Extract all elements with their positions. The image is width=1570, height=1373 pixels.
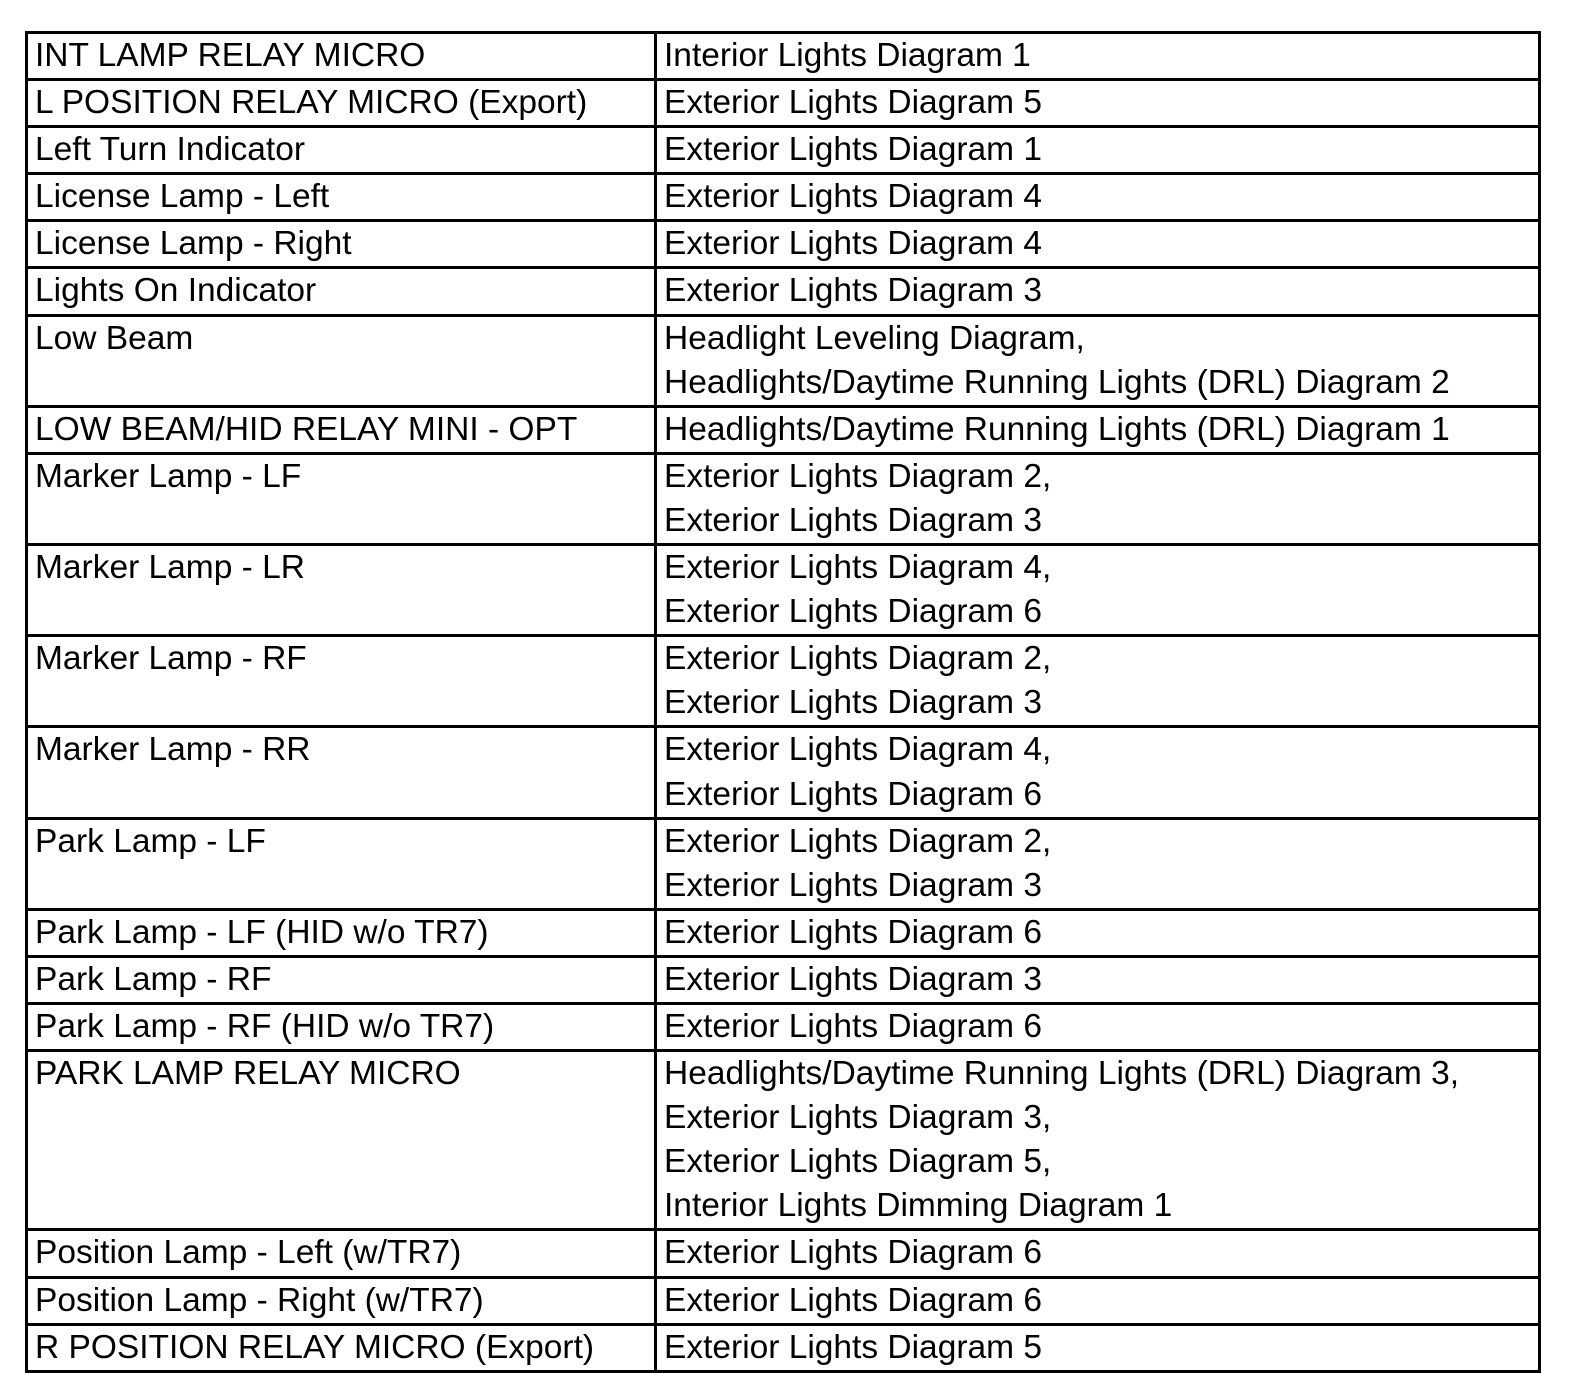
component-name: Marker Lamp - LR bbox=[35, 549, 305, 587]
diagram-reference: Exterior Lights Diagram 4, bbox=[664, 549, 1052, 587]
diagram-reference: Exterior Lights Diagram 4, bbox=[664, 731, 1052, 769]
table-row bbox=[27, 956, 1540, 1003]
table-row bbox=[27, 33, 1540, 80]
component-cell bbox=[27, 221, 656, 268]
diagram-reference: Exterior Lights Diagram 2, bbox=[664, 640, 1052, 678]
component-name: Position Lamp - Left (w/TR7) bbox=[35, 1234, 462, 1272]
diagram-cell bbox=[656, 727, 1540, 818]
document-page bbox=[25, 31, 1541, 1373]
diagram-reference: Headlights/Daytime Running Lights (DRL) Diagram 3, bbox=[664, 1055, 1460, 1093]
diagram-reference: Exterior Lights Diagram 6 bbox=[664, 1281, 1042, 1319]
table-row bbox=[27, 315, 1540, 406]
table-row bbox=[27, 453, 1540, 544]
diagram-cell bbox=[656, 956, 1540, 1003]
component-cell bbox=[27, 727, 656, 818]
diagram-cell bbox=[656, 453, 1540, 544]
component-name: LOW BEAM/HID RELAY MINI - OPT bbox=[35, 410, 578, 448]
table-row bbox=[27, 406, 1540, 453]
component-cell bbox=[27, 174, 656, 221]
component-name: Park Lamp - RF (HID w/o TR7) bbox=[35, 1007, 495, 1045]
diagram-reference: Exterior Lights Diagram 5, bbox=[664, 1143, 1052, 1181]
diagram-cell bbox=[656, 127, 1540, 174]
component-cell bbox=[27, 636, 656, 727]
diagram-cell bbox=[656, 80, 1540, 127]
table-row bbox=[27, 268, 1540, 315]
table-row bbox=[27, 1003, 1540, 1050]
component-name: L POSITION RELAY MICRO (Export) bbox=[35, 84, 588, 122]
diagram-reference: Exterior Lights Diagram 2, bbox=[664, 822, 1052, 860]
component-name: R POSITION RELAY MICRO (Export) bbox=[35, 1328, 595, 1366]
diagram-reference: Exterior Lights Diagram 6 bbox=[664, 775, 1042, 813]
component-cell bbox=[27, 315, 656, 406]
diagram-reference: Interior Lights Diagram 1 bbox=[664, 37, 1031, 74]
diagram-cell bbox=[656, 636, 1540, 727]
diagram-reference: Exterior Lights Diagram 4 bbox=[664, 178, 1042, 216]
component-cell bbox=[27, 545, 656, 636]
component-name: Marker Lamp - RR bbox=[35, 731, 311, 769]
diagram-cell bbox=[656, 909, 1540, 956]
diagram-reference: Exterior Lights Diagram 3 bbox=[664, 501, 1042, 539]
component-name: License Lamp - Left bbox=[35, 178, 330, 216]
table-row bbox=[27, 1277, 1540, 1324]
table-row bbox=[27, 127, 1540, 174]
component-cell bbox=[27, 406, 656, 453]
diagram-reference: Exterior Lights Diagram 6 bbox=[664, 593, 1042, 631]
diagram-cell bbox=[656, 315, 1540, 406]
diagram-reference: Exterior Lights Diagram 3 bbox=[664, 272, 1042, 310]
diagram-reference: Exterior Lights Diagram 6 bbox=[664, 913, 1042, 951]
diagram-cell bbox=[656, 33, 1540, 80]
table-row bbox=[27, 636, 1540, 727]
diagram-cell bbox=[656, 1230, 1540, 1277]
component-name: Marker Lamp - RF bbox=[35, 640, 307, 678]
table-row bbox=[27, 1230, 1540, 1277]
diagram-reference: Headlights/Daytime Running Lights (DRL) Diagram 2 bbox=[664, 363, 1450, 401]
component-name: Park Lamp - RF bbox=[35, 960, 272, 998]
component-cell bbox=[27, 956, 656, 1003]
diagram-reference: Headlights/Daytime Running Lights (DRL) Diagram 1 bbox=[664, 410, 1450, 448]
diagram-reference: Exterior Lights Diagram 6 bbox=[664, 1234, 1042, 1272]
table-row bbox=[27, 545, 1540, 636]
component-name: PARK LAMP RELAY MICRO bbox=[35, 1055, 461, 1093]
diagram-reference: Exterior Lights Diagram 4 bbox=[664, 225, 1042, 263]
component-name: Left Turn Indicator bbox=[35, 131, 306, 169]
component-cell bbox=[27, 33, 656, 80]
diagram-reference: Interior Lights Dimming Diagram 1 bbox=[664, 1187, 1173, 1225]
component-cell bbox=[27, 909, 656, 956]
diagram-cell bbox=[656, 1324, 1540, 1371]
component-cell bbox=[27, 1003, 656, 1050]
diagram-cell bbox=[656, 221, 1540, 268]
table-row bbox=[27, 1051, 1540, 1230]
component-name: INT LAMP RELAY MICRO bbox=[35, 37, 426, 74]
component-name: Lights On Indicator bbox=[35, 272, 317, 310]
diagram-reference: Exterior Lights Diagram 3 bbox=[664, 684, 1042, 722]
component-name: Marker Lamp - LF bbox=[35, 457, 302, 495]
table-row bbox=[27, 174, 1540, 221]
diagram-reference: Headlight Leveling Diagram, bbox=[664, 319, 1085, 357]
component-name: License Lamp - Right bbox=[35, 225, 352, 263]
diagram-reference: Exterior Lights Diagram 5 bbox=[664, 84, 1042, 122]
table-row bbox=[27, 221, 1540, 268]
table-body bbox=[27, 33, 1540, 1372]
component-name: Position Lamp - Right (w/TR7) bbox=[35, 1281, 484, 1319]
table-row bbox=[27, 909, 1540, 956]
component-name: Low Beam bbox=[35, 319, 194, 357]
diagram-cell bbox=[656, 1051, 1540, 1230]
component-cell bbox=[27, 1324, 656, 1371]
component-cell bbox=[27, 818, 656, 909]
diagram-cell bbox=[656, 545, 1540, 636]
component-name: Park Lamp - LF bbox=[35, 822, 266, 860]
component-name: Park Lamp - LF (HID w/o TR7) bbox=[35, 913, 489, 951]
diagram-cell bbox=[656, 406, 1540, 453]
diagram-reference: Exterior Lights Diagram 6 bbox=[664, 1007, 1042, 1045]
table-row bbox=[27, 818, 1540, 909]
component-cell bbox=[27, 453, 656, 544]
component-cell bbox=[27, 268, 656, 315]
diagram-cell bbox=[656, 818, 1540, 909]
component-cell bbox=[27, 1230, 656, 1277]
diagram-reference: Exterior Lights Diagram 5 bbox=[664, 1328, 1042, 1366]
diagram-cell bbox=[656, 268, 1540, 315]
diagram-cell bbox=[656, 1003, 1540, 1050]
diagram-cell bbox=[656, 1277, 1540, 1324]
table-row bbox=[27, 727, 1540, 818]
component-diagram-table bbox=[25, 31, 1541, 1373]
diagram-reference: Exterior Lights Diagram 3 bbox=[664, 866, 1042, 904]
diagram-cell bbox=[656, 174, 1540, 221]
diagram-reference: Exterior Lights Diagram 1 bbox=[664, 131, 1042, 169]
component-cell bbox=[27, 80, 656, 127]
diagram-reference: Exterior Lights Diagram 3, bbox=[664, 1099, 1052, 1137]
component-cell bbox=[27, 127, 656, 174]
diagram-reference: Exterior Lights Diagram 3 bbox=[664, 960, 1042, 998]
diagram-reference: Exterior Lights Diagram 2, bbox=[664, 457, 1052, 495]
component-cell bbox=[27, 1051, 656, 1230]
component-cell bbox=[27, 1277, 656, 1324]
table-row bbox=[27, 1324, 1540, 1371]
table-row bbox=[27, 80, 1540, 127]
